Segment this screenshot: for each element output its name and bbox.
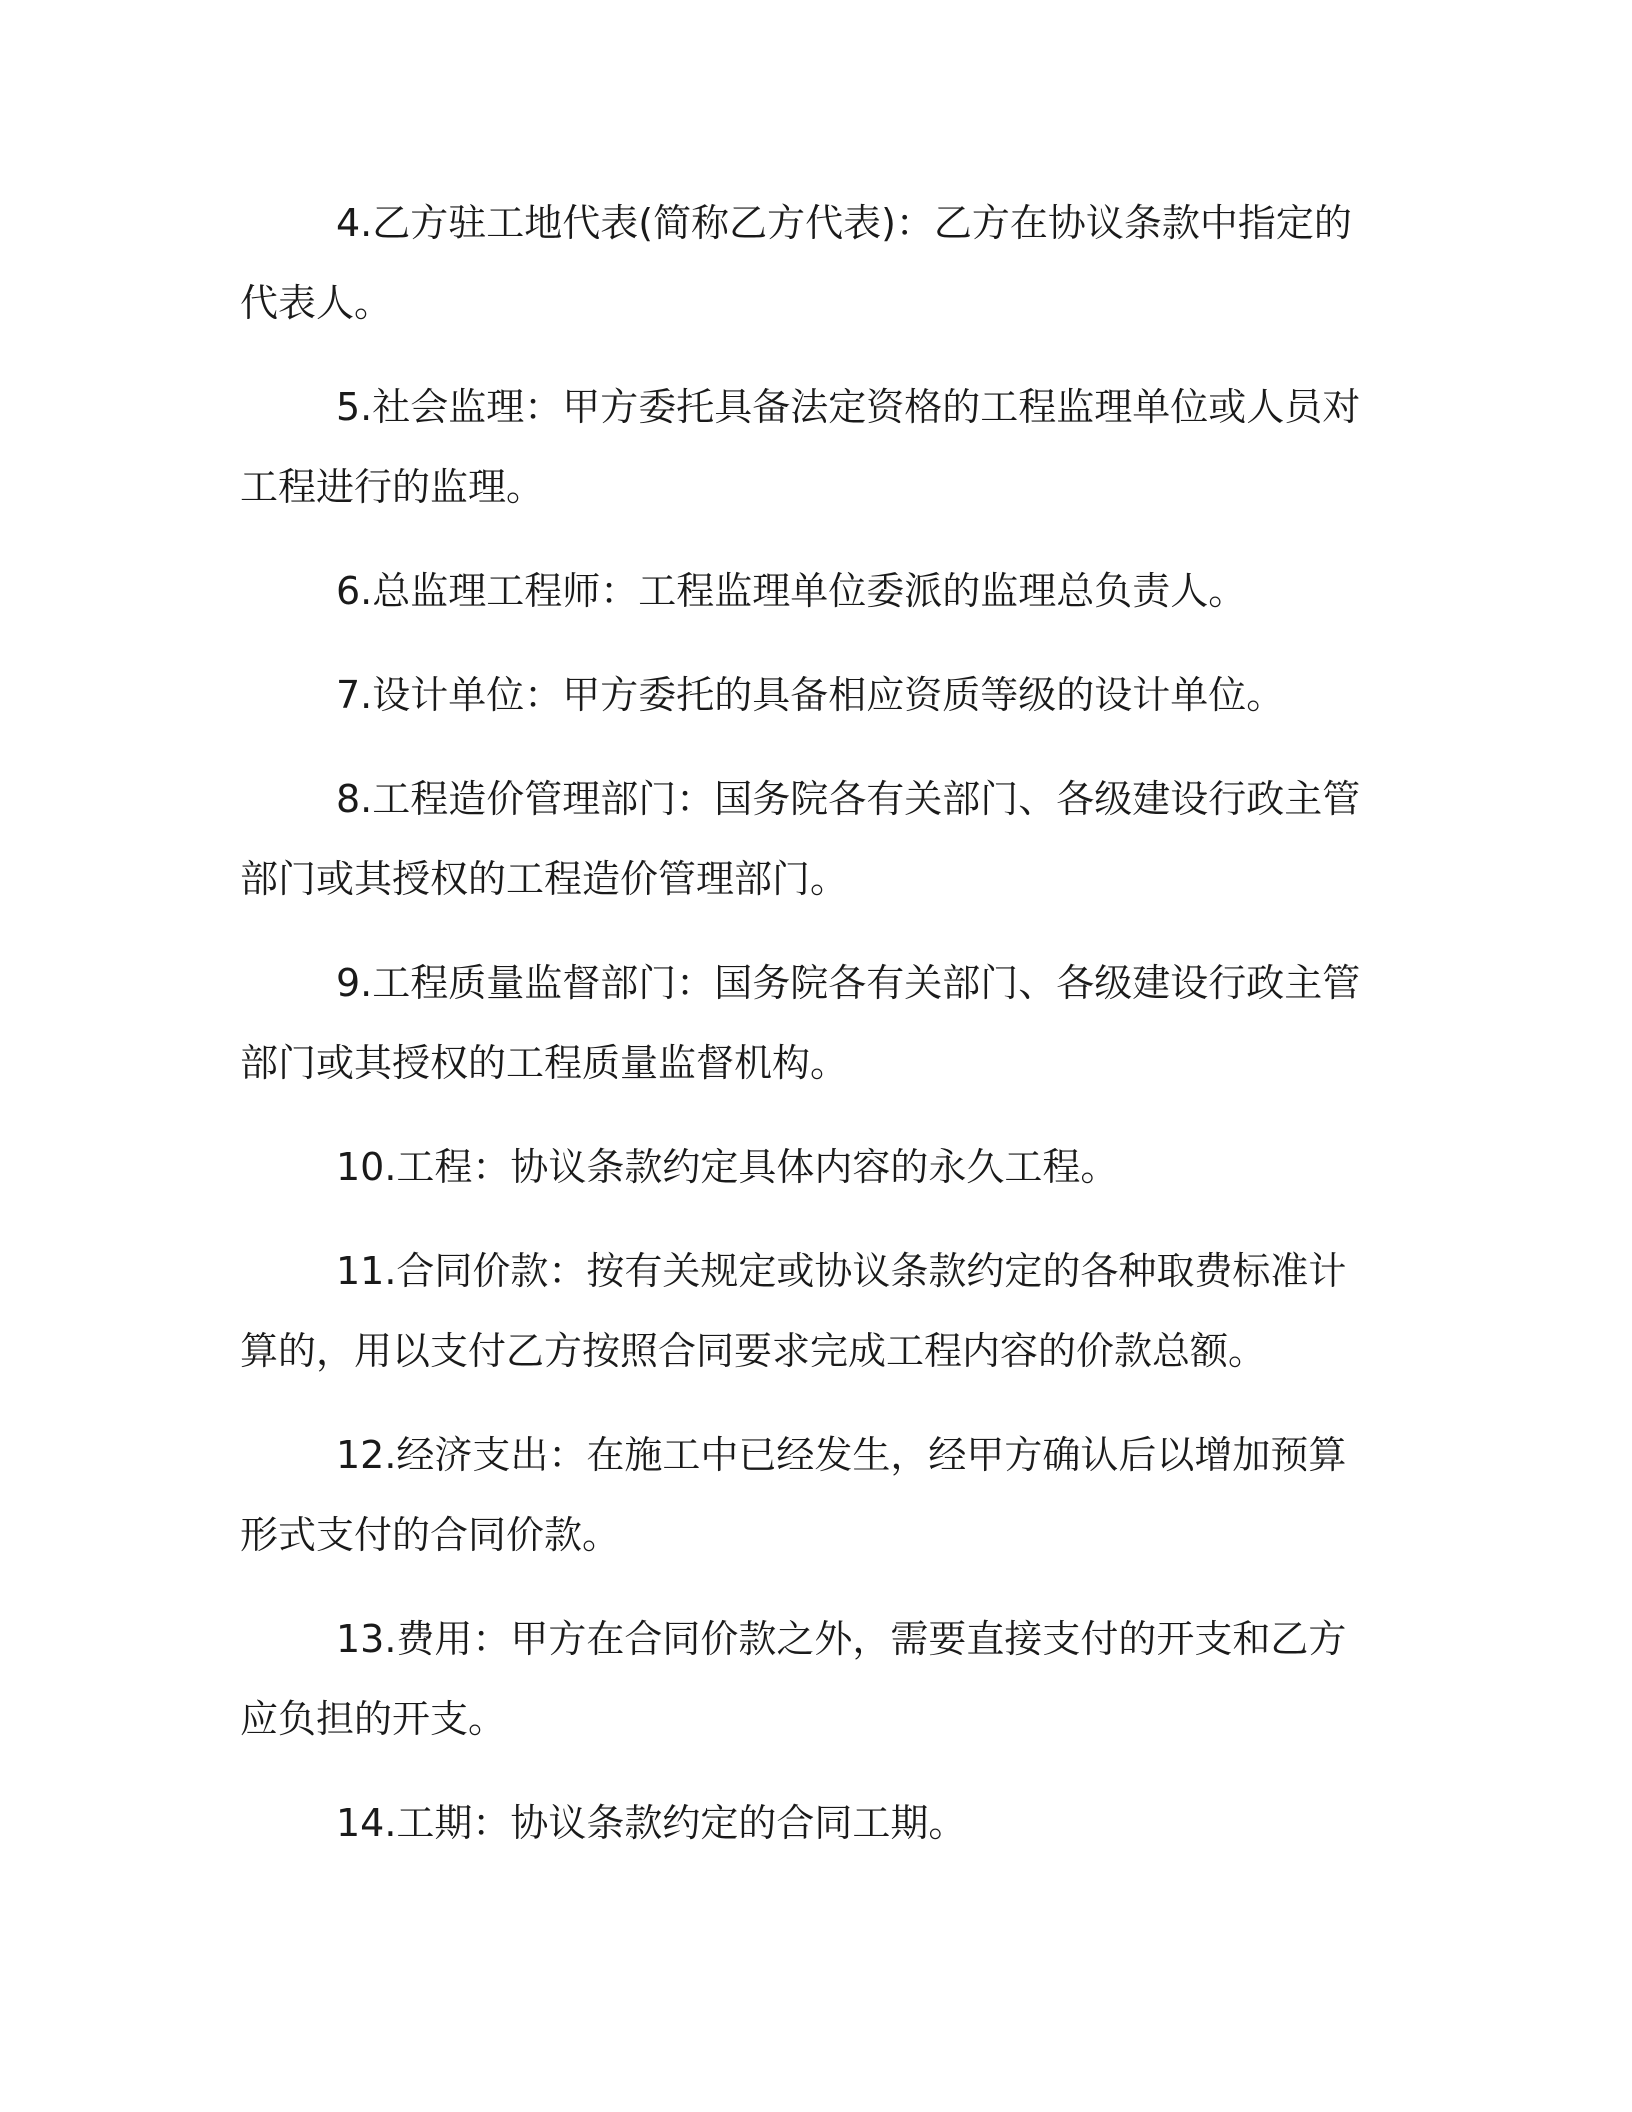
paragraph-5-social-supervision: 5.社会监理：甲方委托具备法定资格的工程监理单位或人员对工程进行的监理。 [240,385,1361,509]
document-body [240,183,1370,1887]
paragraph-14-construction-period: 14.工期：协议条款约定的合同工期。 [336,1801,967,1845]
paragraph-11-contract-price: 11.合同价款：按有关规定或协议条款约定的各种取费标准计算的，用以支付乙方按照合同要求完成工程内容的价款总额。 [240,1249,1347,1373]
paragraph-13-expenses: 13.费用：甲方在合同价款之外，需要直接支付的开支和乙方应负担的开支。 [240,1617,1347,1741]
paragraph-6-chief-supervising-engineer: 6.总监理工程师：工程监理单位委派的监理总负责人。 [336,569,1247,613]
paragraph-9-quality-supervision-department: 9.工程质量监督部门：国务院各有关部门、各级建设行政主管部门或其授权的工程质量监督机构。 [240,961,1361,1085]
paragraph-12-economic-expenditure: 12.经济支出：在施工中已经发生，经甲方确认后以增加预算形式支付的合同价款。 [240,1433,1347,1557]
paragraph-4-contractor-representative: 4.乙方驻工地代表(简称乙方代表)：乙方在协议条款中指定的代表人。 [240,201,1352,325]
paragraph-8-cost-management-department: 8.工程造价管理部门：国务院各有关部门、各级建设行政主管部门或其授权的工程造价管理部门。 [240,777,1361,901]
paragraph-7-design-unit: 7.设计单位：甲方委托的具备相应资质等级的设计单位。 [336,673,1285,717]
paragraph-10-project: 10.工程：协议条款约定具体内容的永久工程。 [336,1145,1119,1189]
